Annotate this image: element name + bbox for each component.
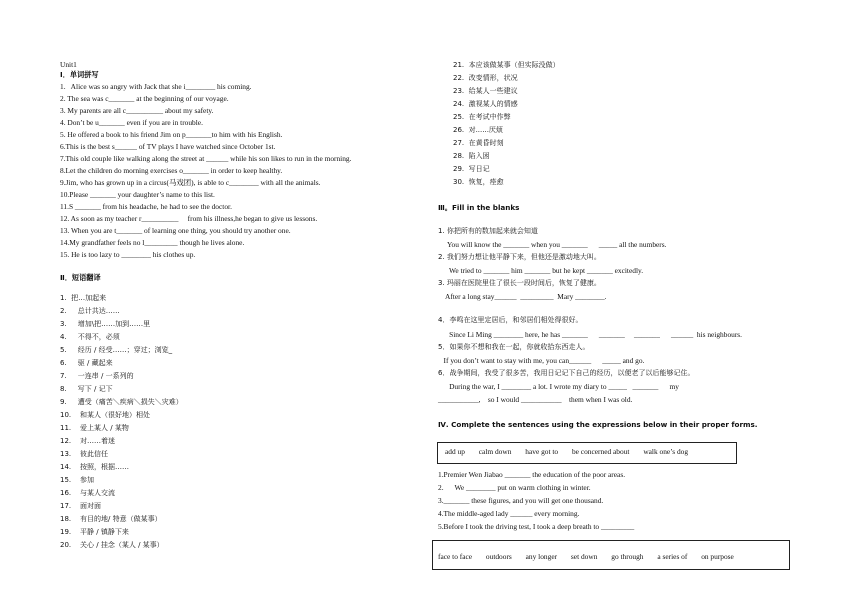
expression-option: on purpose xyxy=(701,552,734,561)
fill-blank-line: 4．李鸣在这里定居后，和邻居们相处得很好。 xyxy=(438,316,583,324)
expression-option: set down xyxy=(570,552,598,561)
phrase-item: 6. 驱 / 藏起来 xyxy=(60,359,113,367)
phrase-item: 1. 把…加起来 xyxy=(60,294,107,302)
expression-option: have got to xyxy=(525,447,559,456)
phrase-item: 20. 关心 / 挂念（某人 / 某事） xyxy=(60,541,164,549)
word-spelling-item: 3. My parents are all c__________ about my safety. xyxy=(60,106,214,115)
expression-option: calm down xyxy=(478,447,512,456)
word-spelling-item: 5. He offered a book to his friend Jim on p_______to him with his English. xyxy=(60,130,283,139)
word-spelling-item: 10.Please _______ your daughter’s name to this list. xyxy=(60,190,215,199)
phrase-item: 17. 面对面 xyxy=(60,502,102,510)
phrase-item: 16. 与某人交流 xyxy=(60,489,116,497)
phrase-item: 2. 总计共达…… xyxy=(60,307,120,315)
phrase-item: 27. 在黄昏时刻 xyxy=(453,139,504,147)
word-spelling-item: 9.Jim, who has grown up in a circus(马戏团), is able to c________ with all the animals. xyxy=(60,178,321,187)
phrase-item: 22. 改变情形，状况 xyxy=(453,74,518,82)
complete-sentence-item: 3._______ these figures, and you will get one thousand. xyxy=(438,496,604,505)
section-2-title: Ⅱ．短语翻译 xyxy=(60,273,101,282)
word-spelling-item: 13. When you are t_______ of learning one thing, you should try another one. xyxy=(60,226,291,235)
phrase-item: 10. 和某人（很好地）相处 xyxy=(60,411,151,419)
phrase-item: 29. 写日记 xyxy=(453,165,490,173)
section-4-title: Ⅳ. Complete the sentences using the expressions below in their proper forms. xyxy=(438,420,758,429)
complete-sentence-item: 4.The middle-aged lady ______ every morning. xyxy=(438,509,580,518)
fill-blank-line: 3. 玛丽在医院里住了很长一段时间后，恢复了健康。 xyxy=(438,279,601,287)
word-spelling-item: 14.My grandfather feels no l_________ though he lives alone. xyxy=(60,238,245,247)
expression-option: go through xyxy=(611,552,644,561)
word-spelling-item: 2. The sea was c_______ at the beginning of our voyage. xyxy=(60,94,229,103)
phrase-item: 23. 给某人一些建议 xyxy=(453,87,518,95)
phrase-item: 4. 不得不，必须 xyxy=(60,333,120,341)
phrase-item: 25. 在考试中作弊 xyxy=(453,113,511,121)
section-3-title: Ⅲ。Fill in the blanks xyxy=(438,203,520,212)
word-spelling-item: 1. Alice was so angry with Jack that she i________ his coming. xyxy=(60,82,252,91)
phrase-item: 18. 有目的地/ 特意（做某事） xyxy=(60,515,162,523)
phrase-item: 13. 彼此信任 xyxy=(60,450,109,458)
expression-option: outdoors xyxy=(485,552,512,561)
phrase-item: 19. 平静 / 镇静下来 xyxy=(60,528,129,536)
word-spelling-item: 6.This is the best s______ of TV plays I have watched since October 1st. xyxy=(60,142,276,151)
phrase-item: 9. 遭受（痛苦＼疾病＼损失＼灾难） xyxy=(60,398,183,406)
fill-blank-line: 5．如果你不想和我在一起，你就收拾东西走人。 xyxy=(438,343,590,351)
word-spelling-item: 15. He is too lazy to ________ his clothes up. xyxy=(60,250,196,259)
phrase-item: 21. 本应该做某事（但实际没做） xyxy=(453,61,560,69)
phrase-item: 14. 按照，根据…… xyxy=(60,463,130,471)
phrase-item: 28. 陷入困 xyxy=(453,152,490,160)
fill-blank-line: During the war, I ________ a lot. I wrote my diary to _____ _______ my xyxy=(438,382,679,391)
fill-blank-line: ___________, so I would ___________ them when I was old. xyxy=(438,395,633,404)
fill-blank-line: We tried to _______ him _______ but he kept _______ excitedly. xyxy=(438,266,644,275)
expression-option: face to face xyxy=(438,552,473,561)
complete-sentence-item: 1.Premier Wen Jiabao _______ the education of the poor areas. xyxy=(438,470,626,479)
phrase-item: 5. 经历 / 经受……；穿过；浏览_ xyxy=(60,346,173,354)
unit-title: Unit1 xyxy=(60,60,77,69)
fill-blank-line: 1. 你把所有的数加起来就会知道 xyxy=(438,227,538,235)
complete-sentence-item: 2. We ________ put on warm clothing in winter. xyxy=(438,483,591,492)
fill-blank-line: 2. 我们努力想让他平静下来，但他还是激动地大叫。 xyxy=(438,253,601,261)
fill-blank-line: 6．战争期间，我受了很多苦，我用日记记下自己的经历，以便老了以后能够记住。 xyxy=(438,369,695,377)
expression-option: walk one’s dog xyxy=(643,447,689,456)
word-spelling-item: 8.Let the children do morning exercises o_______ in order to keep healthy. xyxy=(60,166,283,175)
word-spelling-item: 7.This old couple like walking along the street at ______ while his son likes to run in the morning. xyxy=(60,154,352,163)
phrase-item: 8. 写下 / 记下 xyxy=(60,385,113,393)
fill-blank-line: After a long stay______ _________ Mary ________. xyxy=(438,292,607,301)
word-spelling-item: 12. As soon as my teacher r__________ from his illness,he began to give us lessons. xyxy=(60,214,318,223)
phrase-item: 12. 对……着迷 xyxy=(60,437,116,445)
expression-box xyxy=(437,442,737,464)
phrase-item: 24. 激视某人的情感 xyxy=(453,100,518,108)
word-spelling-item: 4. Don’t be u_______ even if you are in trouble. xyxy=(60,118,203,127)
phrase-item: 26. 对......厌烦 xyxy=(453,126,503,134)
expression-box xyxy=(432,540,790,570)
phrase-item: 11. 爱上某人 / 某物 xyxy=(60,424,129,432)
fill-blank-line: Since Li Ming ________ here, he has _______ _______ _______ ______ his neighbours. xyxy=(438,330,743,339)
expression-option: be concerned about xyxy=(571,447,630,456)
section-1-title: Ⅰ．单词拼写 xyxy=(60,70,99,79)
phrase-item: 3. 增加\把……加到……里 xyxy=(60,320,151,328)
phrase-item: 15. 参加 xyxy=(60,476,95,484)
fill-blank-line: You will know the _______ when you _______ _____ all the numbers. xyxy=(438,240,667,249)
expression-option: add up xyxy=(445,447,465,456)
complete-sentence-item: 5.Before I took the driving test, I took a deep breath to _________ xyxy=(438,522,635,531)
phrase-item: 7. 一连串 / 一系列的 xyxy=(60,372,134,380)
expression-option: a series of xyxy=(657,552,688,561)
expression-option: any longer xyxy=(525,552,558,561)
word-spelling-item: 11.S _______ from his headache, he had to see the doctor. xyxy=(60,202,232,211)
phrase-item: 30. 恢复，痊愈 xyxy=(453,178,504,186)
fill-blank-line: If you don’t want to stay with me, you can______ _____ and go. xyxy=(438,356,645,365)
